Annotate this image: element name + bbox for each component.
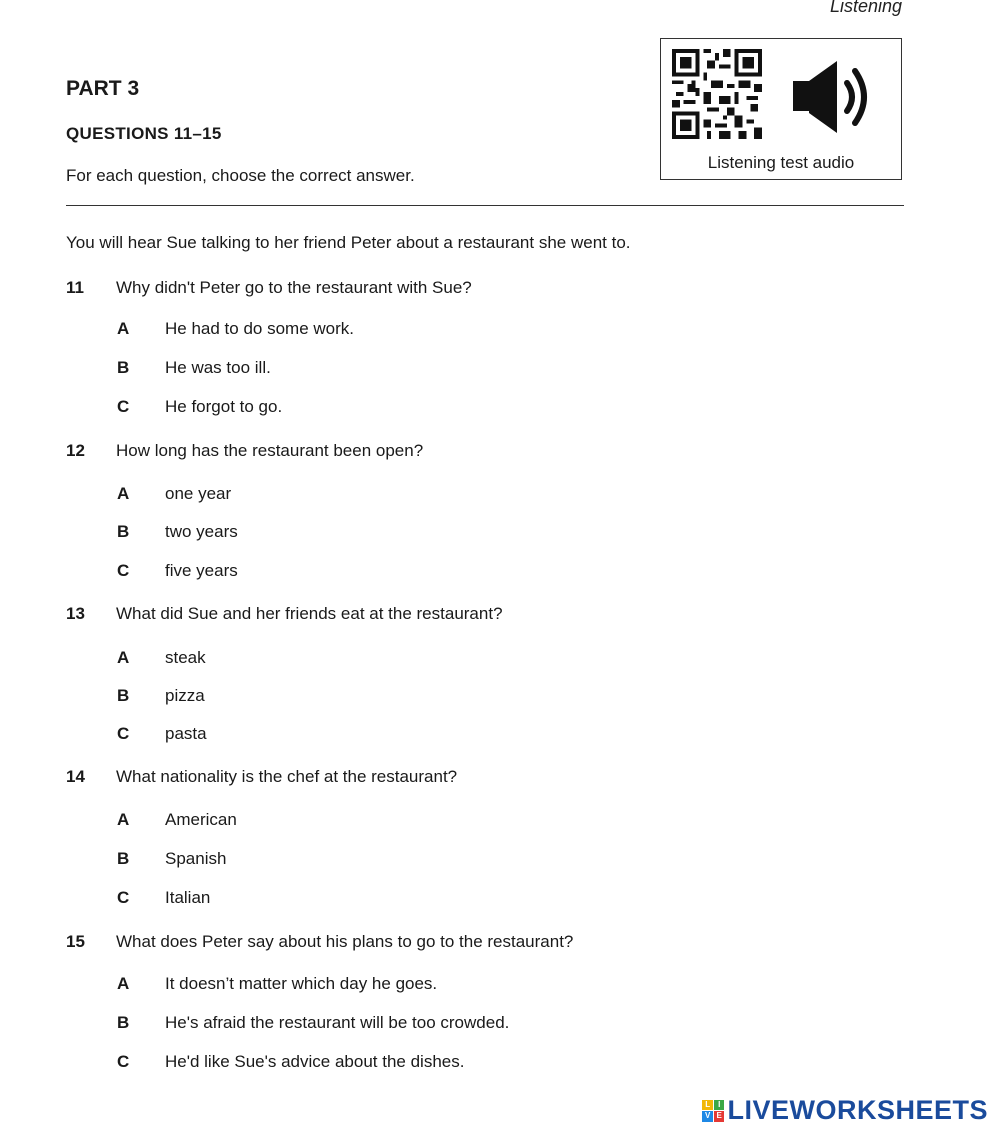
option-letter: C — [117, 724, 130, 743]
option-text: He's afraid the restaurant will be too crowded. — [165, 1013, 510, 1032]
option-letter: A — [117, 319, 130, 338]
option-letter: B — [117, 522, 130, 541]
option-text: steak — [165, 648, 206, 667]
option-text: two years — [165, 522, 238, 541]
question-stem: What nationality is the chef at the restaurant? — [116, 767, 458, 786]
audio-player-box[interactable] — [660, 38, 902, 180]
question-range: QUESTIONS 11–15 — [66, 124, 222, 143]
divider-rule — [66, 205, 904, 206]
option-letter: A — [117, 810, 130, 829]
question-stem: What does Peter say about his plans to go to the restaurant? — [116, 932, 574, 951]
option-letter: B — [117, 849, 130, 868]
option-letter: A — [117, 974, 130, 993]
instruction-text: For each question, choose the correct answer. — [66, 166, 415, 185]
option-letter: B — [117, 1013, 130, 1032]
option-letter: A — [117, 648, 130, 667]
option-text: He had to do some work. — [165, 319, 354, 338]
audio-label: Listening test audio — [707, 153, 855, 172]
running-head: Listening — [829, 0, 902, 16]
question-number: 14 — [66, 767, 85, 786]
question-stem: What did Sue and her friends eat at the restaurant? — [116, 604, 503, 623]
liveworksheets-logo[interactable] — [702, 1095, 988, 1126]
option-text: American — [165, 810, 237, 829]
qr-code-icon[interactable] — [671, 49, 763, 139]
option-text: Spanish — [165, 849, 227, 868]
option-letter: B — [117, 358, 130, 377]
question-number: 13 — [66, 604, 85, 623]
part-title: PART 3 — [66, 77, 140, 100]
option-text: He'd like Sue's advice about the dishes. — [165, 1052, 465, 1071]
question-number: 11 — [66, 278, 84, 297]
option-text: five years — [165, 561, 238, 580]
speaker-icon[interactable] — [791, 57, 875, 137]
logo-text: LIVEWORKSHEETS — [727, 1095, 988, 1125]
option-text: Italian — [165, 888, 211, 907]
question-stem: Why didn't Peter go to the restaurant with Sue? — [116, 278, 472, 297]
option-text: He forgot to go. — [165, 397, 283, 416]
logo-mark-icon — [702, 1100, 724, 1122]
option-text: It doesn’t matter which day he goes. — [165, 974, 438, 993]
logo-mark-tile: I — [714, 1100, 725, 1111]
option-letter: C — [117, 561, 130, 580]
logo-mark-tile: V — [702, 1111, 713, 1122]
question-number: 12 — [66, 441, 85, 460]
option-text: one year — [165, 484, 232, 503]
question-number: 15 — [66, 932, 85, 951]
option-letter: C — [117, 888, 130, 907]
option-letter: B — [117, 686, 130, 705]
logo-mark-tile: L — [702, 1100, 713, 1111]
option-text: pasta — [165, 724, 207, 743]
option-letter: C — [117, 397, 130, 416]
intro-text: You will hear Sue talking to her friend Peter about a restaurant she went to. — [66, 233, 631, 252]
option-text: He was too ill. — [165, 358, 271, 377]
option-text: pizza — [165, 686, 205, 705]
option-letter: C — [117, 1052, 130, 1071]
question-stem: How long has the restaurant been open? — [116, 441, 424, 460]
logo-mark-tile: E — [714, 1111, 725, 1122]
option-letter: A — [117, 484, 130, 503]
